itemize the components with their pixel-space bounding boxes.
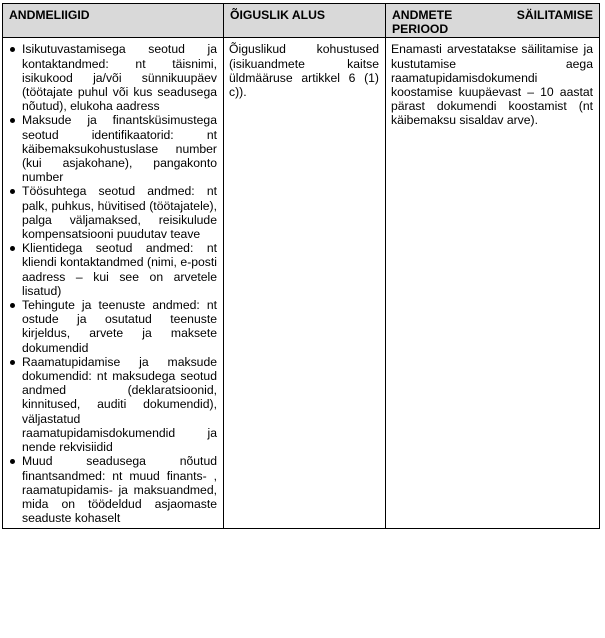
data-retention-table: [2, 3, 600, 529]
list-item: Maksude ja finantsküsimustega seotud identifikaatorid: nt käibemaksukohustuslase number (kui asjakohane), pangakonto number: [8, 113, 217, 184]
cell-legal-basis: [224, 38, 386, 529]
table-header-row: [3, 4, 600, 38]
header-legal-basis: ÕIGUSLIK ALUS: [224, 4, 386, 38]
list-item: Töösuhtega seotud andmed: nt palk, puhkus, hüvitised (töötajatele), palga väljamaksed, reisikulude kompensatsiooni puudutav teave: [8, 184, 217, 241]
list-item: Muud seadusega nõutud finantsandmed: nt muud finants- , raamatupidamis- ja maksuandmed, mida on töödeldud asjaomaste seaduste kohaselt: [8, 454, 217, 525]
retention-period-text: Enamasti arvestatakse säilitamise ja kustutamise aega raamatupidamisdokumendi koostamise kuupäevast – 10 aastat pärast dokumendi koostamist (nt käibemaksu sisaldav arve).: [391, 42, 593, 128]
cell-retention-period: [386, 38, 600, 529]
list-item: Isikutuvastamisega seotud ja kontaktandmed: nt täisnimi, isikukood ja/või sünnikuupäev (töötajate puhul või kus seadusega nõutud), elukoha aadress: [8, 42, 217, 113]
categories-list: [8, 42, 217, 525]
header-categories: ANDMELIIGID: [3, 4, 224, 38]
header-retention-period: [386, 4, 600, 38]
header-retention-line2: PERIOOD: [392, 22, 449, 37]
list-item: Tehingute ja teenuste andmed: nt ostude ja osutatud teenuste kirjeldus, arvete ja maksete dokumendid: [8, 298, 217, 355]
header-retention-line1: ANDMETE SÄILITAMISE: [392, 8, 593, 22]
list-item: Raamatupidamise ja maksude dokumendid: nt maksudega seotud andmed (deklaratsioonid, kinnitused, auditi dokumendid), väljastatud raamatupidamisdokumendid ja nende rekvisiidid: [8, 355, 217, 454]
list-item: Klientidega seotud andmed: nt kliendi kontaktandmed (nimi, e-posti aadress – kui see on arvetele lisatud): [8, 241, 217, 298]
cell-categories: [3, 38, 224, 529]
table-row: [3, 38, 600, 529]
legal-basis-text: Õiguslikud kohustused (isikuandmete kaitse üldmääruse artikkel 6 (1) c)).: [229, 42, 379, 100]
